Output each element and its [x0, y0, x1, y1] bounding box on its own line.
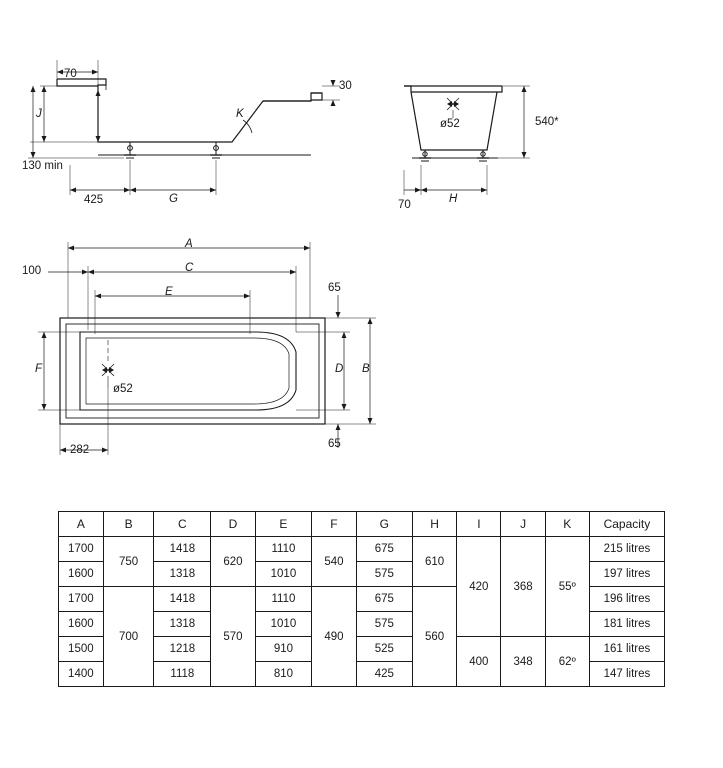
- header-F: F: [312, 512, 356, 537]
- cell-C: 1418: [154, 587, 211, 612]
- cell-capacity: 197 litres: [589, 562, 664, 587]
- cell-G: 525: [356, 637, 412, 662]
- plan-dim-b-label: B: [362, 363, 370, 375]
- plan-dim-f-label: F: [35, 363, 43, 375]
- cell-capacity: 215 litres: [589, 537, 664, 562]
- header-I: I: [457, 512, 501, 537]
- cell-G: 675: [356, 537, 412, 562]
- end-dim-h-label: H: [449, 193, 458, 205]
- side-dim-30-label: 30: [339, 80, 352, 92]
- cell-C: 1318: [154, 612, 211, 637]
- header-E: E: [255, 512, 312, 537]
- end-dim-540-label: 540*: [535, 116, 559, 128]
- cell-H: 610: [412, 537, 456, 587]
- cell-A: 1600: [59, 612, 104, 637]
- cell-D: 570: [211, 587, 255, 687]
- cell-E: 1010: [255, 612, 312, 637]
- cell-C: 1218: [154, 637, 211, 662]
- end-waste-label: ø52: [440, 118, 460, 130]
- header-D: D: [211, 512, 255, 537]
- header-B: B: [103, 512, 154, 537]
- cell-I: 420: [457, 537, 501, 637]
- cell-C: 1118: [154, 662, 211, 687]
- cell-A: 1600: [59, 562, 104, 587]
- plan-dim-65-top-label: 65: [328, 282, 341, 294]
- cell-D: 620: [211, 537, 255, 587]
- cell-G: 575: [356, 562, 412, 587]
- cell-J: 368: [501, 537, 545, 637]
- cell-G: 425: [356, 662, 412, 687]
- plan-dim-65-bottom-label: 65: [328, 438, 341, 450]
- cell-E: 810: [255, 662, 312, 687]
- cell-K: 55º: [545, 537, 589, 637]
- cell-E: 1010: [255, 562, 312, 587]
- plan-dim-100-label: 100: [22, 265, 42, 277]
- cell-G: 575: [356, 612, 412, 637]
- cell-C: 1318: [154, 562, 211, 587]
- plan-dim-282-label: 282: [70, 444, 90, 456]
- cell-B: 750: [103, 537, 154, 587]
- header-J: J: [501, 512, 545, 537]
- cell-A: 1700: [59, 587, 104, 612]
- cell-C: 1418: [154, 537, 211, 562]
- end-dim-70-label: 70: [398, 199, 411, 211]
- cell-E: 1110: [255, 587, 312, 612]
- plan-dim-d-label: D: [335, 363, 344, 375]
- cell-A: 1500: [59, 637, 104, 662]
- side-dim-k-label: K: [236, 108, 244, 120]
- cell-G: 675: [356, 587, 412, 612]
- cell-A: 1700: [59, 537, 104, 562]
- plan-dim-e-label: E: [165, 286, 173, 298]
- dimensions-table: [58, 511, 665, 687]
- side-dim-70-label: 70: [64, 68, 77, 80]
- cell-capacity: 181 litres: [589, 612, 664, 637]
- cell-F: 490: [312, 587, 356, 687]
- plan-dim-c-label: C: [185, 262, 194, 274]
- header-A: A: [59, 512, 104, 537]
- side-dim-g-label: G: [169, 193, 178, 205]
- side-dim-425-label: 425: [84, 194, 104, 206]
- table-row: [59, 537, 665, 562]
- header-G: G: [356, 512, 412, 537]
- cell-I: 400: [457, 637, 501, 687]
- header-C: C: [154, 512, 211, 537]
- cell-A: 1400: [59, 662, 104, 687]
- side-dim-130min-label: 130 min: [22, 160, 63, 172]
- cell-E: 910: [255, 637, 312, 662]
- cell-capacity: 196 litres: [589, 587, 664, 612]
- cell-capacity: 147 litres: [589, 662, 664, 687]
- cell-E: 1110: [255, 537, 312, 562]
- cell-H: 560: [412, 587, 456, 687]
- cell-B: 700: [103, 587, 154, 687]
- plan-waste-label: ø52: [113, 383, 133, 395]
- header-H: H: [412, 512, 456, 537]
- side-dim-j-label: J: [36, 108, 42, 120]
- cell-capacity: 161 litres: [589, 637, 664, 662]
- cell-J: 348: [501, 637, 545, 687]
- header-capacity: Capacity: [589, 512, 664, 537]
- table-header-row: [59, 512, 665, 537]
- plan-dim-a-label: A: [185, 238, 193, 250]
- cell-F: 540: [312, 537, 356, 587]
- header-K: K: [545, 512, 589, 537]
- cell-K: 62º: [545, 637, 589, 687]
